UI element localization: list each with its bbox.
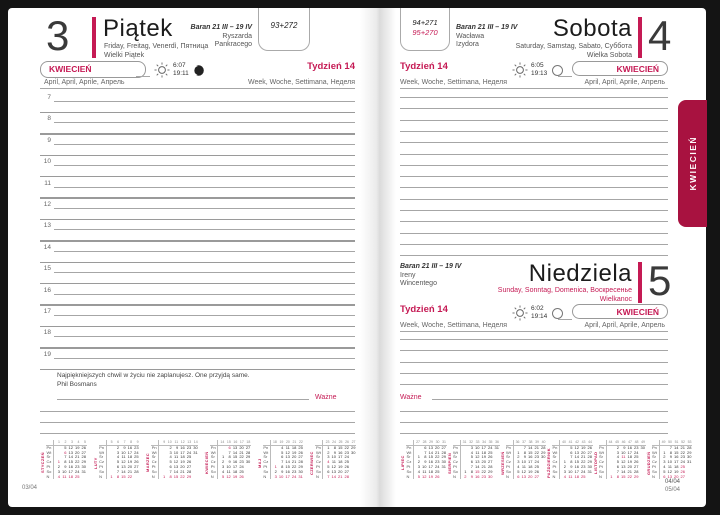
sat-month-box-stub — [558, 76, 572, 77]
hour-label: 19 — [43, 350, 51, 358]
quote-author: Phil Bosmans — [57, 381, 97, 388]
quote-text: Najpiękniejszych chwil w życiu nie zaplanujesz. One przyjdą same. — [57, 372, 250, 379]
mini-calendar-październik — [546, 440, 593, 486]
sunrise-sunset-icon — [512, 305, 528, 321]
sun-accent-bar — [638, 262, 642, 303]
ruled-line — [40, 219, 355, 221]
sat-accent-bar — [638, 17, 642, 58]
mini-calendar-month-label: GRUDZIEŃ — [645, 451, 651, 475]
sat-day-number: 4 — [648, 12, 671, 59]
left-week-names-intl: Week, Woche, Settimana, Неделя — [247, 79, 355, 86]
mini-calendars-jan-jun — [40, 440, 356, 486]
mini-calendar-sierpień — [447, 440, 500, 486]
left-nameday-2: Pankracego — [214, 41, 252, 48]
left-zodiac: Baran 21 III – 19 IV — [190, 24, 252, 31]
ruled-line — [54, 315, 355, 316]
mini-calendar-grid: 36 37 38 39 40 Pn 7 14 21 28 Wt 1 8 15 22 29 Śr 2 9 16 23 30 Cz 3 10 17 24 Pt 4 11 18 25 So 5 12 19 26 N 6 13 20 27 — [506, 440, 546, 479]
ruled-line — [54, 251, 355, 252]
sat-day-name: Sobota — [552, 15, 632, 42]
mini-calendar-czerwiec — [309, 440, 356, 486]
mini-calendar-grid: 9 10 11 12 13 14 Pn 2 9 16 23 30 Wt 3 10 17 24 31 Śr 4 11 18 25 Cz 5 12 19 26 Pt 6 13 20 27 So 7 14 21 28 N 1 8 15 22 29 — [151, 440, 198, 479]
left-sunrise-time: 6:07 — [173, 62, 186, 69]
left-page-number: 03/04 — [22, 485, 38, 491]
ruled-line — [54, 358, 355, 359]
sun-day-of-year: 95+270 — [412, 28, 438, 37]
mini-calendar-grid: 18 19 20 21 22 Pn 4 11 18 25 Wt 5 12 19 26 Śr 6 13 20 27 Cz 7 14 21 28 Pt 1 8 15 22 29 So 2 9 16 23 30 N 3 10 17 24 31 — [263, 440, 303, 479]
mini-calendar-month-label: KWIECIEŃ — [204, 451, 210, 475]
left-day-name: Piątek — [103, 15, 173, 42]
ruled-line — [54, 229, 355, 230]
ruled-line — [400, 176, 668, 177]
hour-label: 10 — [43, 158, 51, 166]
ruled-line — [400, 362, 668, 363]
sun-sunrise-time: 6:02 — [531, 305, 544, 312]
ruled-line — [40, 197, 355, 199]
sun-nameday-1: Ireny — [400, 272, 416, 279]
hour-label: 9 — [47, 136, 51, 144]
ruled-line — [400, 199, 668, 200]
ruled-line — [40, 155, 355, 157]
sat-month-names-intl: April, April, Aprile, Апрель — [584, 79, 665, 86]
sun-header-separator — [400, 331, 668, 332]
hour-label: 7 — [47, 94, 51, 101]
hour-label: 11 — [44, 179, 51, 187]
hour-label: 16 — [43, 286, 51, 294]
mini-calendar-styczeń — [40, 440, 87, 486]
hour-label: 14 — [43, 243, 51, 251]
ruled-line — [54, 294, 355, 295]
ruled-line — [54, 336, 355, 337]
sun-month-box-stub — [558, 319, 572, 320]
left-header-separator — [40, 88, 355, 89]
mini-calendar-grid: 40 41 42 43 44 Pn 5 12 19 26 Wt 6 13 20 27 Śr 7 14 21 28 Cz 1 8 15 22 29 Pt 2 9 16 23 30 So 3 10 17 24 31 N 4 11 18 25 — [552, 440, 592, 479]
ruled-line — [400, 210, 668, 211]
left-month-names-intl: April, April, Aprile, Апрель — [44, 79, 125, 86]
ruled-line — [400, 233, 668, 234]
month-tab-kwiecien[interactable] — [678, 100, 707, 227]
ruled-line — [400, 350, 668, 351]
mini-calendar-month-label: MARZEC — [145, 453, 151, 473]
hour-label: 15 — [43, 265, 51, 273]
ruled-line — [400, 373, 668, 374]
sun-nameday-2: Wincentego — [400, 280, 437, 287]
ruled-line — [400, 108, 668, 109]
sat-week-names-intl: Week, Woche, Settimana, Неделя — [400, 79, 508, 86]
ruled-line — [54, 144, 355, 145]
ruled-line — [40, 422, 355, 423]
mini-calendar-month-label: MAJ — [256, 458, 262, 468]
mini-calendar-month-label: PAŹDZIERNIK — [546, 448, 551, 478]
sun-zodiac: Baran 21 III – 19 IV — [400, 263, 462, 270]
ruled-line — [400, 165, 668, 166]
sat-day-names-intl: Saturday, Samstag, Sabato, Суббота — [515, 43, 632, 50]
ruled-line — [400, 255, 668, 256]
ruled-line — [400, 120, 668, 121]
spine-gutter — [360, 8, 396, 507]
left-day-number: 3 — [46, 12, 69, 59]
ruled-line — [400, 384, 668, 385]
ruled-line — [40, 283, 355, 285]
sun-week-names-intl: Week, Woche, Settimana, Неделя — [400, 322, 508, 329]
hour-label: 8 — [47, 115, 51, 123]
mini-calendar-kwiecień — [204, 440, 251, 486]
sun-week-label: Tydzień 14 — [400, 304, 448, 315]
ruled-line — [400, 433, 668, 434]
hour-label: 18 — [43, 329, 51, 337]
mini-calendar-month-label: SIERPIEŃ — [446, 452, 452, 474]
mini-calendar-wrzesień — [500, 440, 547, 486]
mini-calendar-month-label: WRZESIEŃ — [499, 451, 505, 475]
left-day-of-year: 93+272 — [270, 21, 298, 30]
ruled-line — [400, 131, 668, 132]
mini-calendar-month-label: STYCZEŃ — [40, 452, 45, 474]
ruled-line — [54, 165, 355, 166]
mini-calendar-grid: 5 6 7 8 9 Pn 2 9 16 23 Wt 3 10 17 24 Śr 4 11 18 25 Cz 5 12 19 26 Pt 6 13 20 27 So 7 14 21 28 N 1 8 15 22 — [99, 440, 139, 479]
left-month-box: KWIECIEŃ — [40, 61, 146, 78]
ruled-line — [400, 154, 668, 155]
sat-day-of-year: 94+271 — [412, 18, 438, 27]
left-week-label: Tydzień 14 — [307, 61, 355, 72]
sat-header-separator — [400, 88, 668, 89]
sat-holiday: Wielka Sobota — [586, 52, 632, 59]
right-page-number-bottom: 05/04 — [664, 487, 680, 493]
sun-day-number: 5 — [648, 257, 671, 304]
left-day-names-intl: Friday, Freitag, Venerdì, Пятница — [104, 43, 209, 50]
ruled-line — [54, 101, 355, 102]
sat-nameday-2: Izydora — [456, 41, 479, 48]
ruled-line — [40, 411, 355, 412]
mini-calendar-month-label: CZERWIEC — [309, 451, 315, 475]
ruled-line — [54, 187, 355, 188]
mini-calendar-grid: 31 32 33 34 35 36 Pn 3 10 17 24 31 Wt 4 11 18 25 Śr 5 12 19 26 Cz 6 13 20 27 Pt 7 14 21 28 So 1 8 15 22 29 N 2 9 16 23 30 — [453, 440, 499, 479]
ruled-line — [400, 411, 668, 412]
mini-calendar-grid: 44 45 46 47 48 49 Pn 2 9 16 23 30 Wt 3 10 17 24 Śr 4 11 18 25 Cz 5 12 19 26 Pt 6 13 20 27 So 7 14 21 28 N 1 8 15 22 29 — [599, 440, 645, 479]
right-important-line — [432, 399, 668, 400]
left-month-box-stub — [136, 76, 150, 77]
left-sunset-time: 19:11 — [173, 70, 189, 77]
mini-calendar-grid: 49 50 51 52 53 Pn 7 14 21 28 Wt 1 8 15 22 29 Śr 2 9 16 23 30 Cz 3 10 17 24 31 Pt 4 11 18 25 So 5 12 19 26 N 6 13 20 27 — [652, 440, 692, 479]
hour-label: 17 — [43, 308, 51, 315]
month-tab-label: KWIECIEŃ — [687, 136, 698, 191]
ruled-line — [40, 369, 355, 371]
ruled-line — [400, 142, 668, 143]
ruled-line — [54, 122, 355, 123]
ruled-line — [40, 176, 355, 178]
sun-holiday: Wielkanoc — [599, 296, 632, 303]
sat-sunset-time: 19:13 — [531, 70, 548, 77]
ruled-line — [40, 347, 355, 349]
left-important-label: Ważne — [315, 394, 337, 401]
mini-calendar-grid: 23 24 25 26 27 Pn 1 8 15 22 29 Wt 2 9 16 23 30 Śr 3 10 17 24 Cz 4 11 18 25 Pt 5 12 19 26 So 6 13 20 27 N 7 14 21 28 — [315, 440, 356, 479]
sat-sunrise-time: 6:05 — [531, 62, 544, 69]
mini-calendar-month-label: LISTOPAD — [592, 451, 598, 475]
ruled-line — [400, 422, 668, 423]
sunrise-sunset-icon — [512, 62, 528, 78]
sat-zodiac: Baran 21 III – 19 IV — [456, 24, 518, 31]
left-day-counter-box — [258, 8, 310, 51]
mini-calendar-grid: 1 2 3 4 5 Pn 5 12 19 26 Wt 6 13 20 27 Śr 7 14 21 28 Cz 1 8 15 22 29 Pt 2 9 16 23 30 So 3 10 17 24 31 N 4 11 18 25 — [46, 440, 86, 479]
sat-week-label: Tydzień 14 — [400, 61, 448, 72]
sun-month-names-intl: April, April, Aprile, Апрель — [584, 322, 665, 329]
hour-label: 13 — [43, 222, 51, 230]
left-nameday-1: Ryszarda — [222, 33, 252, 40]
mini-calendar-month-label: LIPIEC — [400, 455, 405, 471]
ruled-line — [54, 208, 355, 209]
ruled-line — [40, 304, 355, 306]
sunrise-sunset-icon — [154, 62, 170, 78]
moon-phase-icon — [192, 64, 205, 77]
ruled-line — [40, 326, 355, 328]
ruled-line — [400, 244, 668, 245]
ruled-line — [400, 339, 668, 340]
mini-calendar-luty — [93, 440, 140, 486]
ruled-line — [400, 221, 668, 222]
mini-calendar-maj — [257, 440, 304, 486]
sun-day-names-intl: Sunday, Sonntag, Domenica, Воскресенье — [497, 287, 632, 294]
ruled-line — [400, 97, 668, 98]
mini-calendar-grid: 14 15 16 17 18 Pn 6 13 20 27 Wt 7 14 21 28 Śr 1 8 15 22 29 Cz 2 9 16 23 30 Pt 3 10 17 24 So 4 11 18 25 N 5 12 19 26 — [210, 440, 251, 479]
sun-month-box: KWIECIEŃ — [572, 304, 668, 319]
ruled-line — [40, 433, 355, 434]
sat-nameday-1: Wacława — [456, 33, 485, 40]
left-accent-bar — [92, 17, 96, 58]
mini-calendar-marzec — [145, 440, 198, 486]
ruled-line — [40, 262, 355, 264]
ruled-line — [54, 272, 355, 273]
ruled-line — [400, 187, 668, 188]
ruled-line — [40, 112, 355, 114]
sun-sunset-time: 19:14 — [531, 313, 548, 320]
hour-label: 12 — [43, 201, 51, 208]
right-page-number-top: 04/04 — [664, 479, 680, 485]
left-important-line — [57, 399, 309, 400]
ruled-line — [40, 240, 355, 242]
sun-day-name: Niedziela — [528, 260, 632, 287]
left-holiday: Wielki Piątek — [104, 52, 145, 59]
right-important-label: Ważne — [400, 394, 422, 401]
sat-month-box: KWIECIEŃ — [572, 61, 668, 76]
mini-calendar-lipiec — [400, 440, 447, 486]
mini-calendar-grid: 27 28 29 30 31 Pn 6 13 20 27 Wt 7 14 21 28 Śr 1 8 15 22 29 Cz 2 9 16 23 30 Pt 3 10 17 24 31 So 4 11 18 25 N 5 12 19 26 — [406, 440, 446, 479]
ruled-line — [40, 133, 355, 135]
mini-calendar-month-label: LUTY — [92, 457, 98, 469]
